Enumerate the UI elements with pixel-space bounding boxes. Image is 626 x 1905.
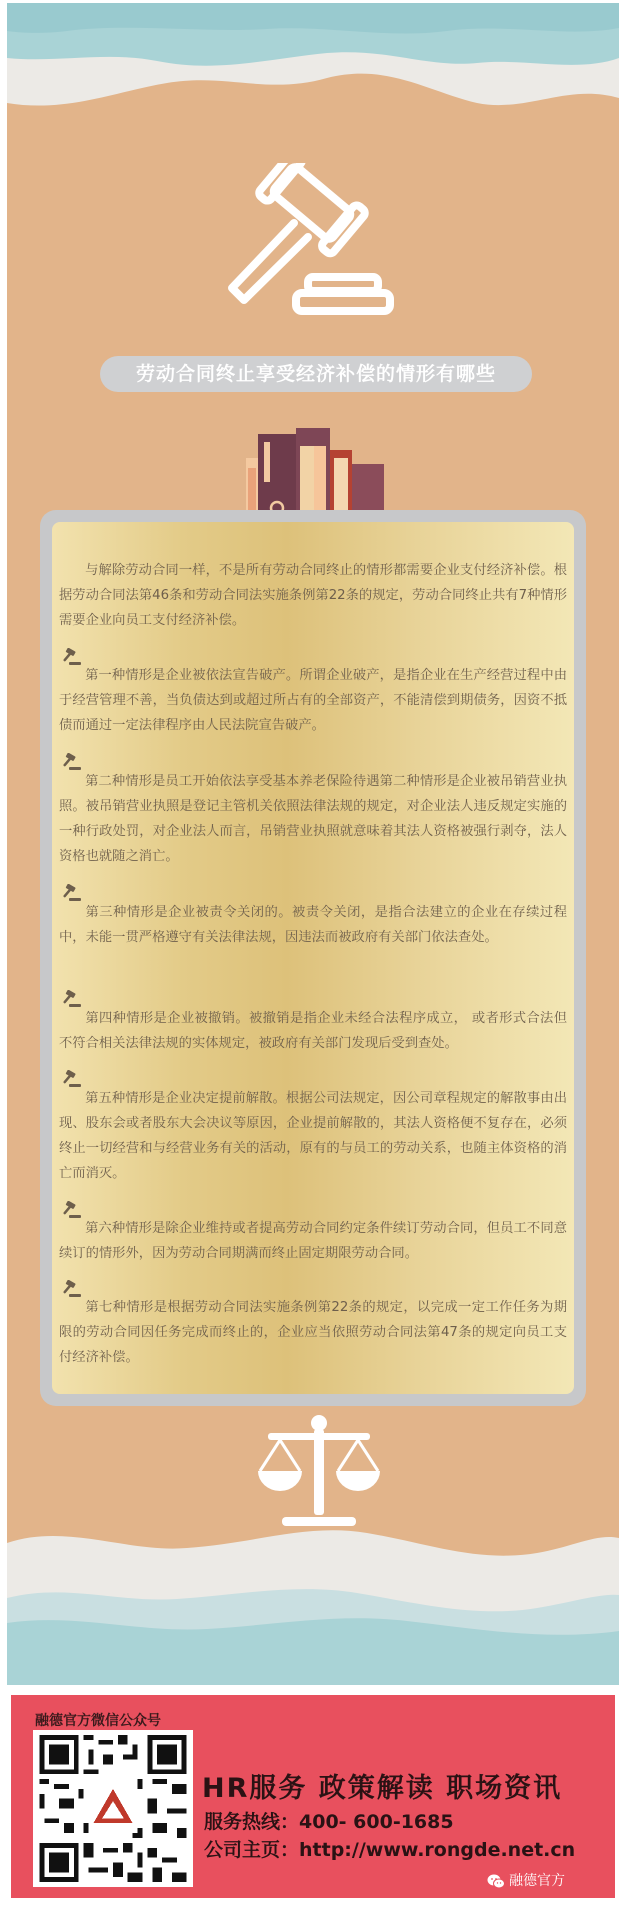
- poster: [7, 3, 619, 1685]
- wechat-icon: [487, 1874, 505, 1889]
- bottom-wave-decoration: [7, 1503, 619, 1685]
- intro-text: 与解除劳动合同一样，不是所有劳动合同终止的情形都需要企业支付经济补偿。根据劳动合同法第46条和劳动合同法实施条例第22条的规定，劳动合同终止共有7种情形需要企业向员工支付经济补偿。: [59, 563, 567, 628]
- item-text: 第七种情形是根据劳动合同法实施条例第22条的规定，以完成一定工作任务为期限的劳动合同因任务完成而终止的，企业应当依照劳动合同法第47条的规定向员工支付经济补偿。: [59, 1300, 567, 1365]
- wechat-account-name: 融德官方: [509, 1873, 565, 1889]
- item-text: 第二种情形是员工开始依法享受基本养老保险待遇第二种情形是企业被吊销营业执照。被吊销营业执照是登记主管机关依照法律法规的规定，对企业法人违反规定实施的一种行政处罚，对企业法人而言，吊销营业执照就意味着其法人资格被强行剥夺，法人资格也就随之消亡。: [59, 774, 567, 864]
- gavel-icon: [212, 163, 412, 323]
- service-hotline: 服务热线：400- 600-1685: [204, 1811, 454, 1833]
- top-wave-decoration: [7, 3, 619, 153]
- item-text: 第五种情形是企业决定提前解散。根据公司法规定，因公司章程规定的解散事由出现、股东会或者股东大会决议等原因，企业提前解散的，其法人资格便不复存在，必须终止一切经营和与经营业务有关的活动，原有的与员工的劳动关系，也随主体资格的消亡而消灭。: [59, 1091, 567, 1181]
- list-item: [59, 1086, 567, 1186]
- list-item: [59, 663, 567, 738]
- page-title: 劳动合同终止享受经济补偿的情形有哪些: [100, 356, 532, 392]
- item-text: 第一种情形是企业被依法宣告破产。所谓企业破产，是指企业在生产经营过程中由于经营管理不善，当负债达到或超过所占有的全部资产，不能清偿到期债务，因资不抵债而通过一定法律程序由人民法院宣告破产。: [59, 668, 567, 733]
- item-text: 第三种情形是企业被责令关闭的。被责令关闭，是指合法建立的企业在存续过程中，未能一贯严格遵守有关法律法规，因违法而被政府有关部门依法查处。: [59, 905, 567, 945]
- list-item: [59, 1216, 567, 1266]
- wechat-watermark: [487, 1870, 565, 1890]
- footer-caption: 融德官方微信公众号: [35, 1713, 161, 1729]
- footer: [7, 1690, 619, 1902]
- list-item: [59, 1295, 567, 1370]
- list-item: [59, 1006, 567, 1056]
- item-text: 第四种情形是企业被撤销。被撤销是指企业未经合法程序成立， 或者形式合法但不符合相关法律法规的实体规定，被政府有关部门发现后受到查处。: [59, 1011, 567, 1051]
- item-text: 第六种情形是除企业维持或者提高劳动合同约定条件续订劳动合同，但员工不同意续订的情形外，因为劳动合同期满而终止固定期限劳动合同。: [59, 1221, 567, 1261]
- slogan: HR服务 政策解读 职场资讯: [202, 1773, 563, 1804]
- homepage-link[interactable]: 公司主页：http://www.rongde.net.cn: [204, 1839, 576, 1861]
- intro-paragraph: [59, 558, 567, 633]
- qr-code[interactable]: [33, 1730, 193, 1887]
- list-item: [59, 900, 567, 950]
- list-item: [59, 769, 567, 869]
